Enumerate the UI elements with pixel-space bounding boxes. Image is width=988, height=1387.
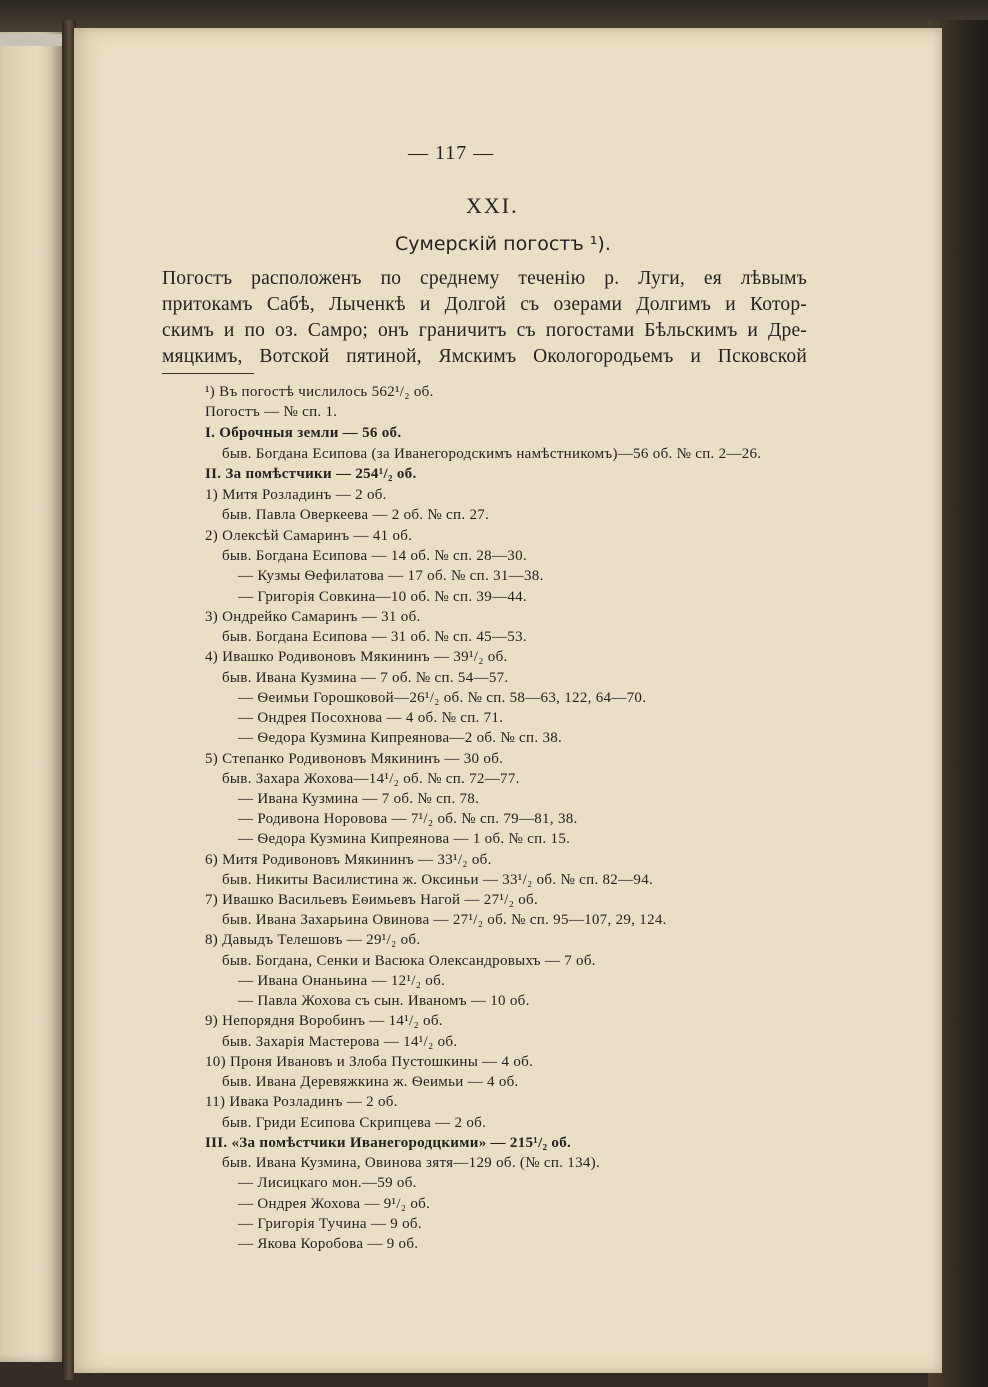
- footnote-line: — Ондрея Жохова — 9¹/₂ об.: [238, 1196, 431, 1212]
- footnote-line: II. За помѣстчики — 254¹/₂ об.: [205, 466, 417, 482]
- footnote-line: быв. Ивана Кузмина, Овинова зятя—129 об. (№ сп. 134).: [222, 1155, 601, 1171]
- footnote-line: — Ивана Онаньина — 12¹/₂ об.: [238, 973, 446, 989]
- footnote-line: быв. Богдана, Сенки и Васюка Олександровыхъ — 7 об.: [222, 953, 596, 969]
- footnote-line: — Ивана Кузмина — 7 об. № сп. 78.: [238, 791, 480, 807]
- paragraph-line: мяцкимъ, Вотской пятиной, Ямскимъ Окологородьемъ и Псковской: [162, 346, 807, 367]
- page-number: — 117 —: [408, 142, 495, 164]
- footnote-line: быв. Гриди Есипова Скрипцева — 2 об.: [222, 1115, 487, 1131]
- footnote-line: быв. Богдана Есипова (за Иванегородскимъ намѣстникомъ)—56 об. № сп. 2—26.: [222, 446, 762, 462]
- paragraph-line: притокамъ Сабѣ, Лыченкѣ и Долгой съ озерами Долгимъ и Котор-: [162, 294, 807, 315]
- footnote-line: 5) Степанко Родивоновъ Мякининъ — 30 об.: [205, 751, 504, 767]
- footnote-line: 6) Митя Родивоновъ Мякининъ — 33¹/₂ об.: [205, 852, 492, 868]
- footnote-line: 4) Ивашко Родивоновъ Мякининъ — 39¹/₂ об.: [205, 649, 508, 665]
- footnote-line: — Кузмы Ѳефилатова — 17 об. № сп. 31—38.: [238, 568, 544, 584]
- footnote-line: — Родивона Норовова — 7¹/₂ об. № сп. 79—81, 38.: [238, 811, 578, 827]
- footnote-line: — Ѳедора Кузмина Кипреянова—2 об. № сп. 38.: [238, 730, 563, 746]
- footnote-line: быв. Павла Оверкеева — 2 об. № сп. 27.: [222, 507, 490, 523]
- footnote-line: быв. Богдана Есипова — 31 об. № сп. 45—53.: [222, 629, 527, 645]
- chapter-number: XXI.: [466, 193, 519, 218]
- paragraph-line: Погостъ расположенъ по среднему теченію р. Луги, ея лѣвымъ: [162, 268, 807, 289]
- footnote-line: — Ѳеимьи Горошковой—26¹/₂ об. № сп. 58—63, 122, 64—70.: [238, 690, 647, 706]
- footnote-line: быв. Захара Жохова—14¹/₂ об. № сп. 72—77.: [222, 771, 520, 787]
- footnote-line: быв. Ивана Деревяжкина ж. Ѳеимьи — 4 об.: [222, 1074, 519, 1090]
- footnote-line: ¹) Въ погостѣ числилось 562¹/₂ об.: [205, 384, 434, 400]
- footnote-line: 10) Проня Ивановъ и Злоба Пустошкины — 4 об.: [205, 1054, 534, 1070]
- footnote-line: 8) Давыдъ Телешовъ — 29¹/₂ об.: [205, 932, 421, 948]
- footnote-line: 9) Непорядня Воробинъ — 14¹/₂ об.: [205, 1013, 443, 1029]
- footnote-line: III. «За помѣстчики Иванегородцкими» — 215¹/₂ об.: [205, 1135, 572, 1151]
- footnote-line: быв. Богдана Есипова — 14 об. № сп. 28—30.: [222, 548, 527, 564]
- footnote-line: быв. Никиты Василистина ж. Оксиньи — 33¹/₂ об. № сп. 82—94.: [222, 872, 654, 888]
- footnote-line: 2) Олексѣй Самаринъ — 41 об.: [205, 528, 413, 544]
- footnote-line: — Лисицкаго мон.—59 об.: [238, 1175, 417, 1191]
- footnote-line: быв. Захарія Мастерова — 14¹/₂ об.: [222, 1034, 458, 1050]
- footnote-line: — Григорія Тучина — 9 об.: [238, 1216, 422, 1232]
- footnote-line: 11) Ивака Розладинъ — 2 об.: [205, 1094, 398, 1110]
- footnote-line: быв. Ивана Захарьина Овинова — 27¹/₂ об. № сп. 95—107, 29, 124.: [222, 912, 667, 928]
- footnote-line: — Ѳедора Кузмина Кипреянова — 1 об. № сп. 15.: [238, 831, 571, 847]
- footnote-line: Погостъ — № сп. 1.: [205, 404, 338, 420]
- section-heading: Сумерскій погостъ ¹).: [395, 233, 611, 255]
- footnote-line: I. Оброчныя земли — 56 об.: [205, 425, 402, 441]
- footnote-line: — Якова Коробова — 9 об.: [238, 1236, 419, 1252]
- footnote-rule: [162, 373, 254, 374]
- footnote-line: — Павла Жохова съ сын. Иваномъ — 10 об.: [238, 993, 530, 1009]
- footnote-line: 1) Митя Розладинъ — 2 об.: [205, 487, 387, 503]
- footnote-line: — Григорія Совкина—10 об. № сп. 39—44.: [238, 589, 527, 605]
- paragraph-line: скимъ и по оз. Самро; онъ граничитъ съ погостами Бѣльскимъ и Дре-: [162, 320, 807, 341]
- footnote-line: 7) Ивашко Васильевъ Еѳимьевъ Нагой — 27¹/₂ об.: [205, 892, 539, 908]
- footnote-line: быв. Ивана Кузмина — 7 об. № сп. 54—57.: [222, 670, 509, 686]
- left-page-edge: [0, 32, 62, 1362]
- footnote-line: — Ондрея Посохнова — 4 об. № сп. 71.: [238, 710, 504, 726]
- footnote-line: 3) Ондрейко Самаринъ — 31 об.: [205, 609, 421, 625]
